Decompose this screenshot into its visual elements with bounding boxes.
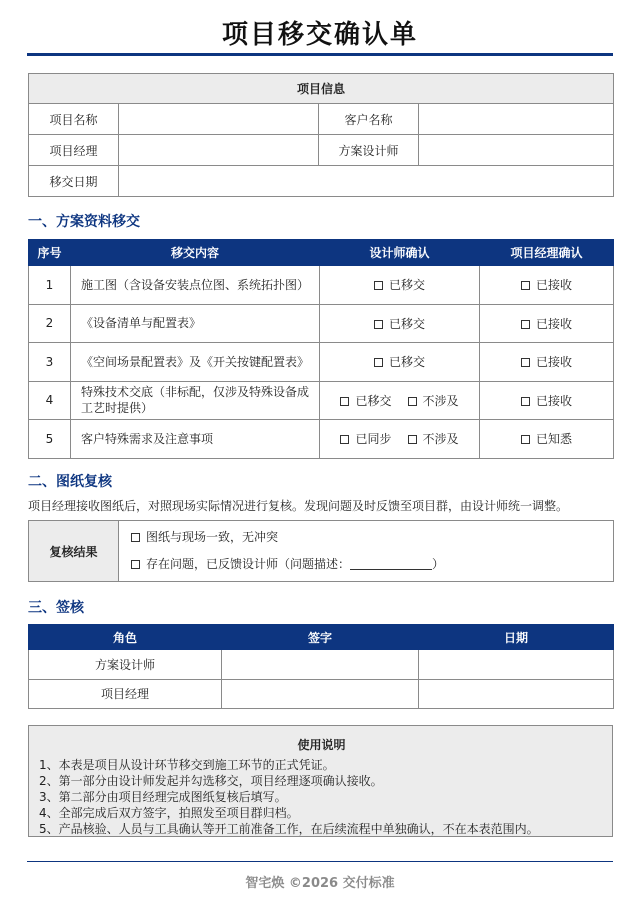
checkbox-icon[interactable] xyxy=(374,358,383,367)
issue-description-blank[interactable] xyxy=(350,558,432,570)
col-header-no: 序号 xyxy=(29,240,71,266)
project-name-field[interactable] xyxy=(119,104,319,135)
handover-content: 《空间场景配置表》及《开关按键配置表》 xyxy=(71,343,320,382)
pm-confirm-cell xyxy=(480,420,614,459)
pm-checkbox[interactable]: 已接收 xyxy=(521,317,572,331)
designer-signature-field[interactable] xyxy=(222,650,419,680)
checkbox-icon[interactable] xyxy=(408,435,417,444)
designer-confirm-cell xyxy=(320,266,480,305)
note-line: 3、第二部分由项目经理完成图纸复核后填写。 xyxy=(39,790,287,804)
checkbox-icon[interactable] xyxy=(521,281,530,290)
checkbox-icon[interactable] xyxy=(340,435,349,444)
note-line: 2、第一部分由设计师发起并勾选移交，项目经理逐项确认接收。 xyxy=(39,774,383,788)
designer-confirm-cell xyxy=(320,381,480,420)
page-title: 项目移交确认单 xyxy=(221,20,418,50)
handover-date-label: 移交日期 xyxy=(29,166,119,197)
checkbox-icon[interactable] xyxy=(131,560,140,569)
row-number: 5 xyxy=(29,420,71,459)
section2-title: 二、图纸复核 xyxy=(28,474,112,490)
designer-checkbox[interactable]: 已移交 xyxy=(374,317,425,331)
role-pm: 项目经理 xyxy=(29,679,222,709)
project-name-label: 项目名称 xyxy=(29,104,119,135)
pm-signature-field[interactable] xyxy=(222,679,419,709)
designer-confirm-cell xyxy=(320,304,480,343)
checkbox-icon[interactable] xyxy=(374,281,383,290)
pm-confirm-cell xyxy=(480,304,614,343)
row-number: 2 xyxy=(29,304,71,343)
pm-checkbox[interactable]: 已接收 xyxy=(521,278,572,292)
row-number: 1 xyxy=(29,266,71,305)
designer-confirm-cell xyxy=(320,420,480,459)
checkbox-icon[interactable] xyxy=(340,397,349,406)
designer-label: 方案设计师 xyxy=(319,135,419,166)
designer-checkbox[interactable]: 已同步 xyxy=(340,432,391,446)
title-divider xyxy=(27,53,613,56)
checkbox-icon[interactable] xyxy=(521,358,530,367)
handover-content: 施工图（含设备安装点位图、系统拓扑图） xyxy=(71,266,320,305)
designer-date-field[interactable] xyxy=(419,650,614,680)
client-name-label: 客户名称 xyxy=(319,104,419,135)
project-info-header: 项目信息 xyxy=(29,74,614,104)
designer-na-checkbox[interactable]: 不涉及 xyxy=(408,432,459,446)
col-header-date: 日期 xyxy=(419,625,614,650)
review-intro: 项目经理接收图纸后，对照现场实际情况进行复核。发现问题及时反馈至项目群，由设计师统一调整。 xyxy=(28,499,569,513)
checkbox-icon[interactable] xyxy=(521,435,530,444)
checkbox-icon[interactable] xyxy=(521,320,530,329)
project-info-table xyxy=(28,73,614,197)
review-result-label: 复核结果 xyxy=(29,521,119,582)
checkbox-icon[interactable] xyxy=(408,397,417,406)
checkbox-icon[interactable] xyxy=(131,533,140,542)
designer-confirm-cell xyxy=(320,343,480,382)
review-table xyxy=(28,520,614,582)
checkbox-icon[interactable] xyxy=(374,320,383,329)
note-line: 1、本表是项目从设计环节移交到施工环节的正式凭证。 xyxy=(39,758,335,772)
section1-title: 一、方案资料移交 xyxy=(28,214,140,230)
note-line: 4、全部完成后双方签字，拍照发至项目群归档。 xyxy=(39,806,299,820)
pm-confirm-cell xyxy=(480,343,614,382)
designer-checkbox[interactable]: 已移交 xyxy=(340,394,391,408)
pm-label: 项目经理 xyxy=(29,135,119,166)
footer-divider xyxy=(27,861,613,862)
col-header-content: 移交内容 xyxy=(71,240,320,266)
designer-checkbox[interactable]: 已移交 xyxy=(374,355,425,369)
col-header-role: 角色 xyxy=(29,625,222,650)
handover-date-field[interactable] xyxy=(119,166,614,197)
table-row xyxy=(29,420,614,459)
table-row xyxy=(29,266,614,305)
pm-date-field[interactable] xyxy=(419,679,614,709)
pm-checkbox[interactable]: 已接收 xyxy=(521,394,572,408)
row-number: 4 xyxy=(29,381,71,420)
review-option-issue[interactable]: 存在问题，已反馈设计师（问题描述： ） xyxy=(131,551,613,578)
table-row xyxy=(29,343,614,382)
handover-table xyxy=(28,239,614,459)
designer-na-checkbox[interactable]: 不涉及 xyxy=(408,394,459,408)
usage-notes-title: 使用说明 xyxy=(297,738,346,752)
handover-content: 《设备清单与配置表》 xyxy=(71,304,320,343)
col-header-signature: 签字 xyxy=(222,625,419,650)
review-option-consistent[interactable]: 图纸与现场一致，无冲突 xyxy=(131,524,613,551)
designer-checkbox[interactable]: 已移交 xyxy=(374,278,425,292)
signoff-table xyxy=(28,624,614,709)
row-number: 3 xyxy=(29,343,71,382)
pm-confirm-cell xyxy=(480,266,614,305)
table-row xyxy=(29,381,614,420)
col-header-pm-confirm: 项目经理确认 xyxy=(480,240,614,266)
checkbox-icon[interactable] xyxy=(521,397,530,406)
handover-content: 特殊技术交底（非标配，仅涉及特殊设备成工艺时提供） xyxy=(71,381,320,420)
handover-content: 客户特殊需求及注意事项 xyxy=(71,420,320,459)
pm-checkbox[interactable]: 已接收 xyxy=(521,355,572,369)
note-line: 5、产品核验、人员与工具确认等开工前准备工作，在后续流程中单独确认，不在本表范围内。 xyxy=(39,822,539,836)
designer-field[interactable] xyxy=(419,135,614,166)
col-header-designer-confirm: 设计师确认 xyxy=(320,240,480,266)
footer-text: 智宅焕 ©2026 交付标准 xyxy=(245,876,395,891)
role-designer: 方案设计师 xyxy=(29,650,222,680)
client-name-field[interactable] xyxy=(419,104,614,135)
pm-checkbox[interactable]: 已知悉 xyxy=(521,432,572,446)
usage-notes xyxy=(28,725,613,837)
pm-confirm-cell xyxy=(480,381,614,420)
table-row xyxy=(29,304,614,343)
section3-title: 三、签核 xyxy=(28,600,84,616)
pm-field[interactable] xyxy=(119,135,319,166)
